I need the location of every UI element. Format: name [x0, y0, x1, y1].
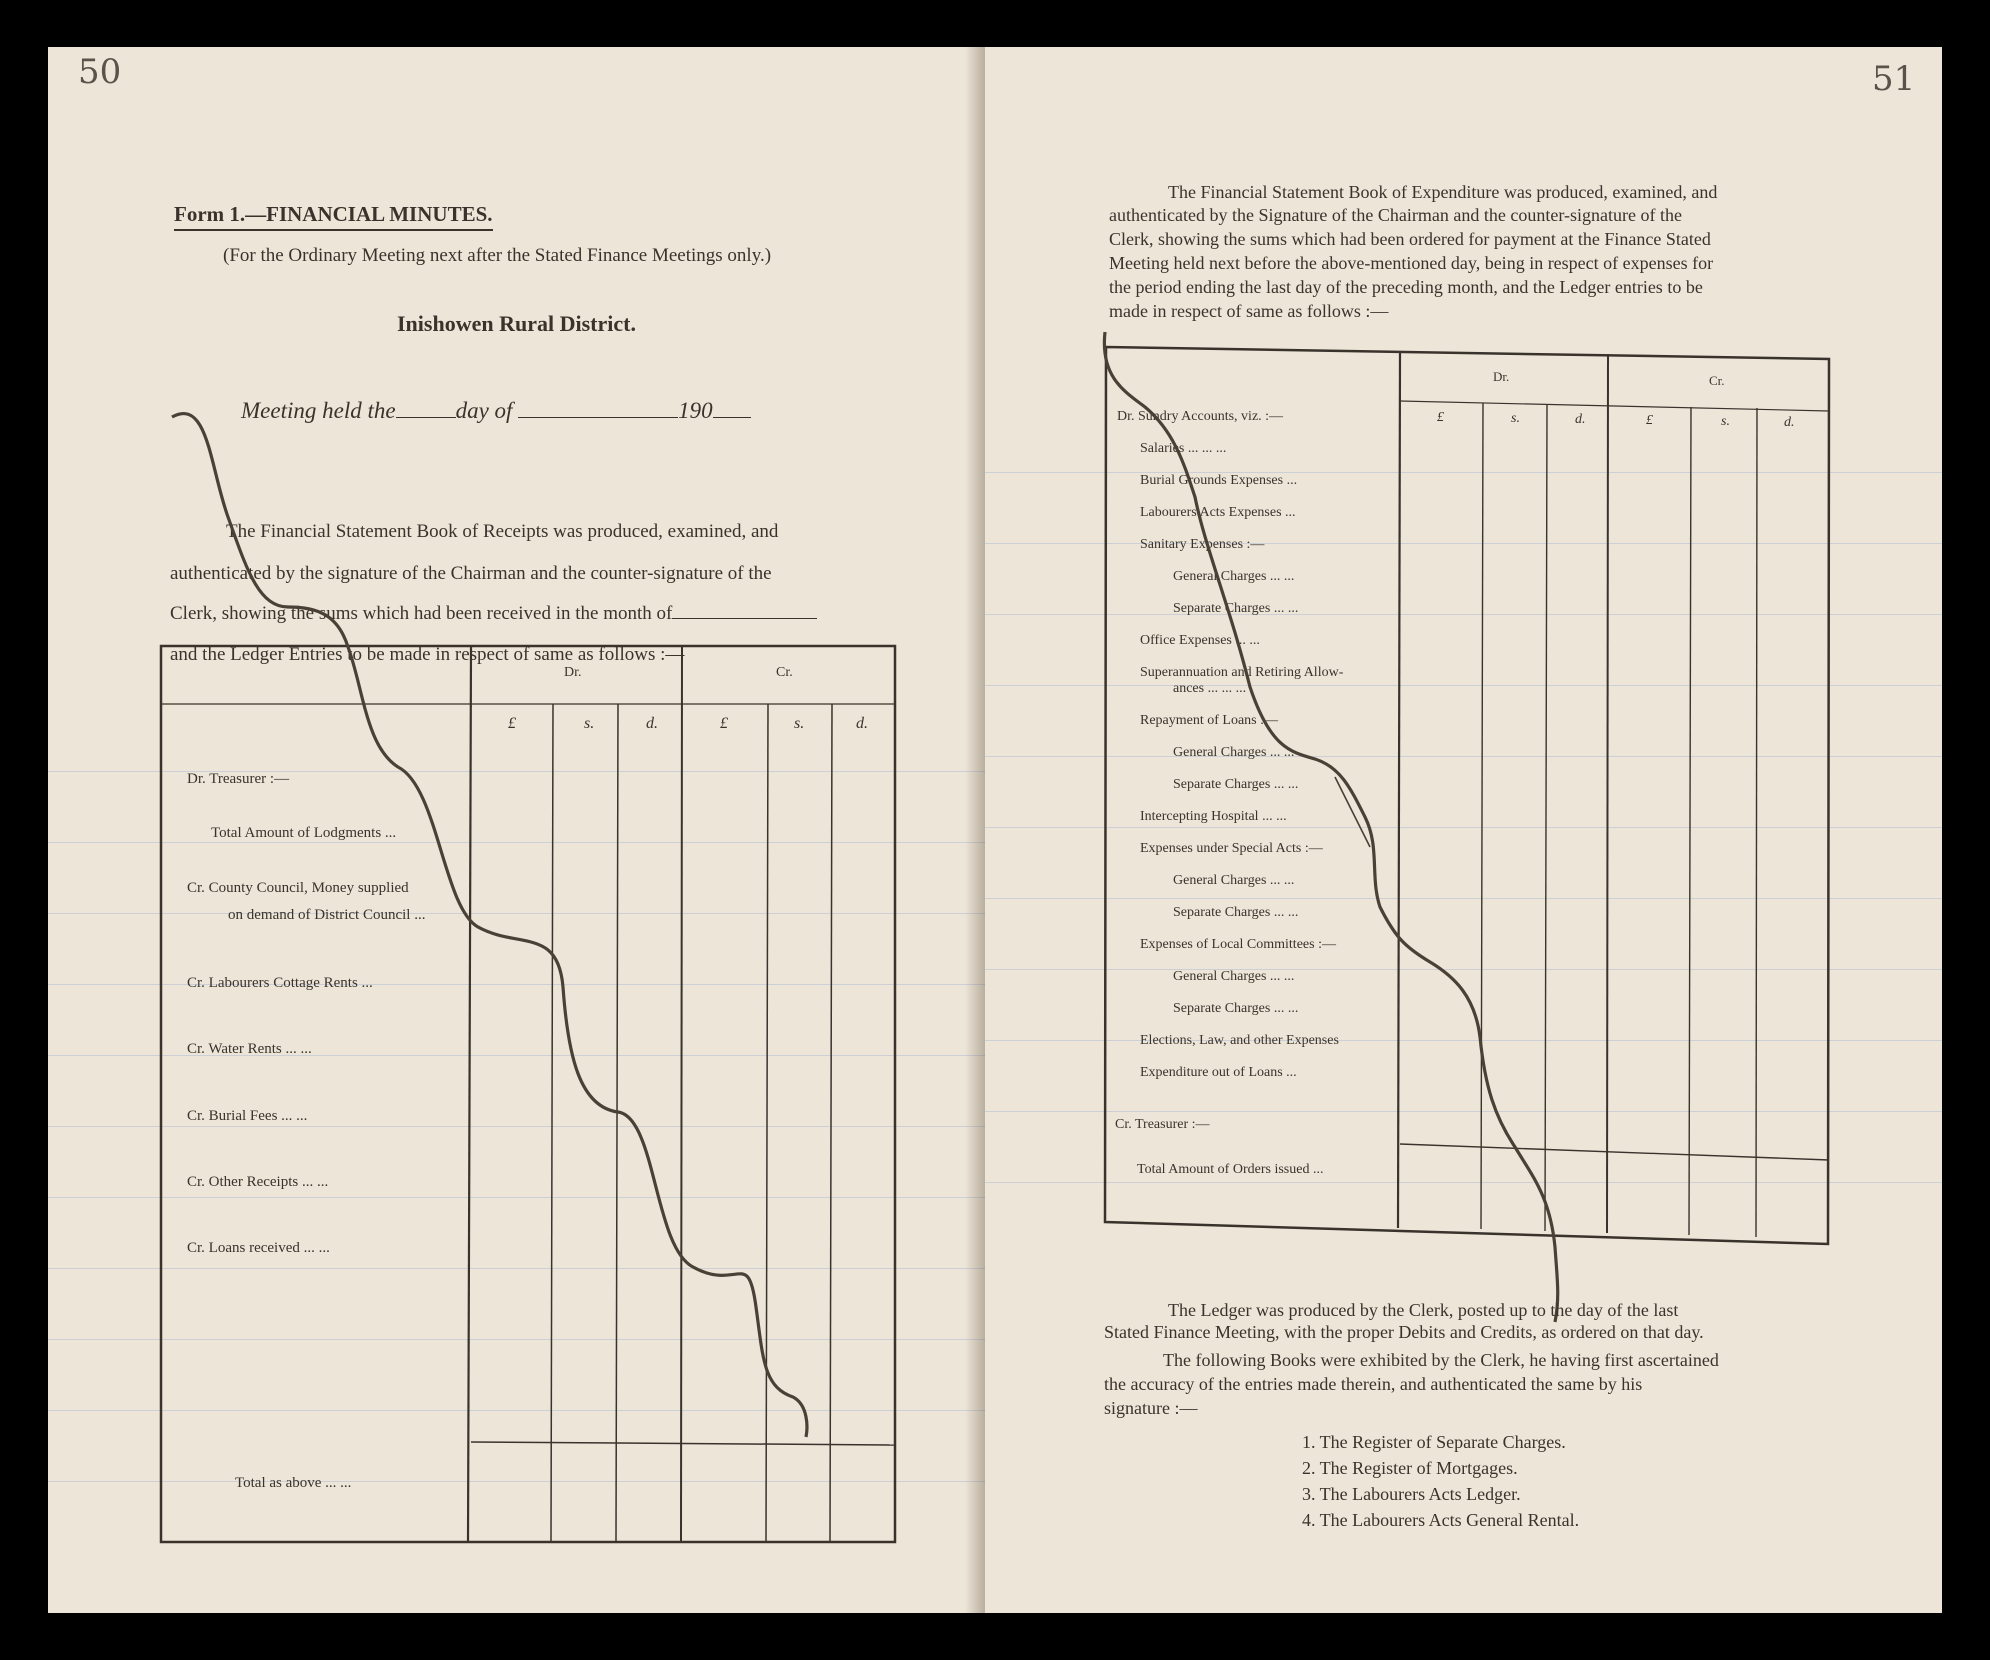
district-name: Inishowen Rural District. — [397, 311, 636, 336]
currency-col-header: s. — [1511, 411, 1520, 426]
table-row-label: Labourers Acts Expenses ... — [1140, 505, 1296, 520]
currency-col-header: s. — [794, 715, 805, 732]
currency-col-header: d. — [1784, 415, 1795, 430]
form-title: Form 1.—FINANCIAL MINUTES. — [174, 202, 493, 231]
ledger-para-line: Stated Finance Meeting, with the proper Debits and Credits, as ordered on that day. — [1104, 1322, 1704, 1342]
receipts-para-line: and the Ledger Entries to be made in respect of same as follows :— — [170, 644, 685, 665]
table-row-label: Total Amount of Lodgments ... — [211, 825, 397, 841]
meeting-prefix: Meeting held the — [241, 398, 396, 423]
table-row-label: Dr. Treasurer :— — [187, 771, 290, 787]
page-number: 50 — [78, 52, 122, 92]
table-row-label: Cr. Treasurer :— — [1115, 1117, 1210, 1132]
left-page — [48, 47, 985, 1613]
receipts-para-line: The Financial Statement Book of Receipts was produced, examined, and — [226, 521, 779, 542]
currency-col-header: £ — [1437, 410, 1444, 425]
table-row-label: Salaries ... ... ... — [1140, 441, 1227, 456]
cr-header: Cr. — [1709, 373, 1725, 388]
meeting-middle: day of — [455, 398, 513, 423]
table-total-label: Total as above ... ... — [235, 1475, 352, 1491]
table-row-label: Cr. Labourers Cottage Rents ... — [187, 975, 373, 991]
ledger-para-line: The Ledger was produced by the Clerk, posted up to the day of the last — [1168, 1300, 1679, 1320]
form-subtitle: (For the Ordinary Meeting next after the Stated Finance Meetings only.) — [223, 245, 772, 266]
table-row-label: Cr. Loans received ... ... — [187, 1240, 330, 1256]
table-row-label: Expenses of Local Committees :— — [1140, 937, 1336, 952]
table-row-label: Superannuation and Retiring Allow- — [1140, 665, 1344, 680]
table-row-label: Separate Charges ... ... — [1173, 777, 1299, 792]
cr-header: Cr. — [776, 665, 793, 680]
books-list-item: 2. The Register of Mortgages. — [1302, 1458, 1518, 1478]
table-row-label: Cr. Water Rents ... ... — [187, 1041, 312, 1057]
table-row-label: on demand of District Council ... — [228, 907, 426, 923]
receipts-table-grid — [48, 47, 985, 1613]
receipts-para-text: Clerk, showing the sums which had been received in the month of — [170, 603, 673, 624]
ledger-para-line: the accuracy of the entries made therein, and authenticated the same by his — [1104, 1374, 1643, 1394]
table-row-label: Sanitary Expenses :— — [1140, 537, 1265, 552]
expenditure-para-line: Meeting held next before the above-mentioned day, being in respect of expenses for — [1109, 253, 1714, 273]
expenditure-para-line: authenticated by the Signature of the Chairman and the counter-signature of the — [1109, 205, 1682, 225]
table-row-label: General Charges ... ... — [1173, 569, 1295, 584]
books-list-item: 3. The Labourers Acts Ledger. — [1302, 1484, 1521, 1504]
table-row-label: Separate Charges ... ... — [1173, 601, 1299, 616]
expenditure-para-line: made in respect of same as follows :— — [1109, 301, 1389, 321]
table-row-label: Elections, Law, and other Expenses — [1140, 1033, 1339, 1048]
currency-col-header: £ — [508, 715, 516, 732]
table-row-label: Expenditure out of Loans ... — [1140, 1065, 1297, 1080]
table-row-label: Separate Charges ... ... — [1173, 905, 1299, 920]
expenditure-para-line: The Financial Statement Book of Expenditure was produced, examined, and — [1168, 182, 1718, 202]
ledger-para-line: The following Books were exhibited by the Clerk, he having first ascertained — [1163, 1350, 1719, 1370]
currency-col-header: d. — [856, 715, 868, 732]
table-row-label: General Charges ... ... — [1173, 745, 1295, 760]
table-row-label: Cr. Burial Fees ... ... — [187, 1108, 308, 1124]
table-row-label: General Charges ... ... — [1173, 873, 1295, 888]
currency-col-header: d. — [646, 715, 658, 732]
table-row-label: ances ... ... ... — [1173, 681, 1247, 696]
currency-col-header: £ — [720, 715, 728, 732]
currency-col-header: £ — [1646, 413, 1653, 428]
expenditure-para-line: the period ending the last day of the preceding month, and the Ledger entries to be — [1109, 277, 1703, 297]
currency-col-header: d. — [1575, 412, 1586, 427]
table-row-label: Cr. County Council, Money supplied — [187, 880, 409, 896]
table-row-label: Separate Charges ... ... — [1173, 1001, 1299, 1016]
table-row-label: Dr. Sundry Accounts, viz. :— — [1117, 409, 1284, 424]
table-row-label: Repayment of Loans :— — [1140, 713, 1279, 728]
currency-col-header: s. — [584, 715, 595, 732]
table-row-label: Cr. Other Receipts ... ... — [187, 1174, 329, 1190]
table-row-label: Intercepting Hospital ... ... — [1140, 809, 1287, 824]
books-list-item: 4. The Labourers Acts General Rental. — [1302, 1510, 1580, 1530]
books-list-item: 1. The Register of Separate Charges. — [1302, 1432, 1566, 1452]
dr-header: Dr. — [1493, 369, 1510, 384]
table-row-label: Burial Grounds Expenses ... — [1140, 473, 1298, 488]
right-page — [985, 47, 1942, 1613]
meeting-year: 190 — [678, 398, 713, 423]
receipts-para-line: authenticated by the signature of the Chairman and the counter-signature of the — [170, 563, 772, 584]
ledger-para-line: signature :— — [1104, 1398, 1198, 1418]
currency-col-header: s. — [1721, 414, 1730, 429]
table-row-label: Office Expenses ... ... — [1140, 633, 1260, 648]
table-row-label: Expenses under Special Acts :— — [1140, 841, 1323, 856]
dr-header: Dr. — [564, 665, 582, 680]
table-row-label: General Charges ... ... — [1173, 969, 1295, 984]
table-row-label: Total Amount of Orders issued ... — [1137, 1162, 1324, 1177]
page-number: 51 — [1872, 59, 1916, 99]
expenditure-para-line: Clerk, showing the sums which had been ordered for payment at the Finance Stated — [1109, 229, 1711, 249]
